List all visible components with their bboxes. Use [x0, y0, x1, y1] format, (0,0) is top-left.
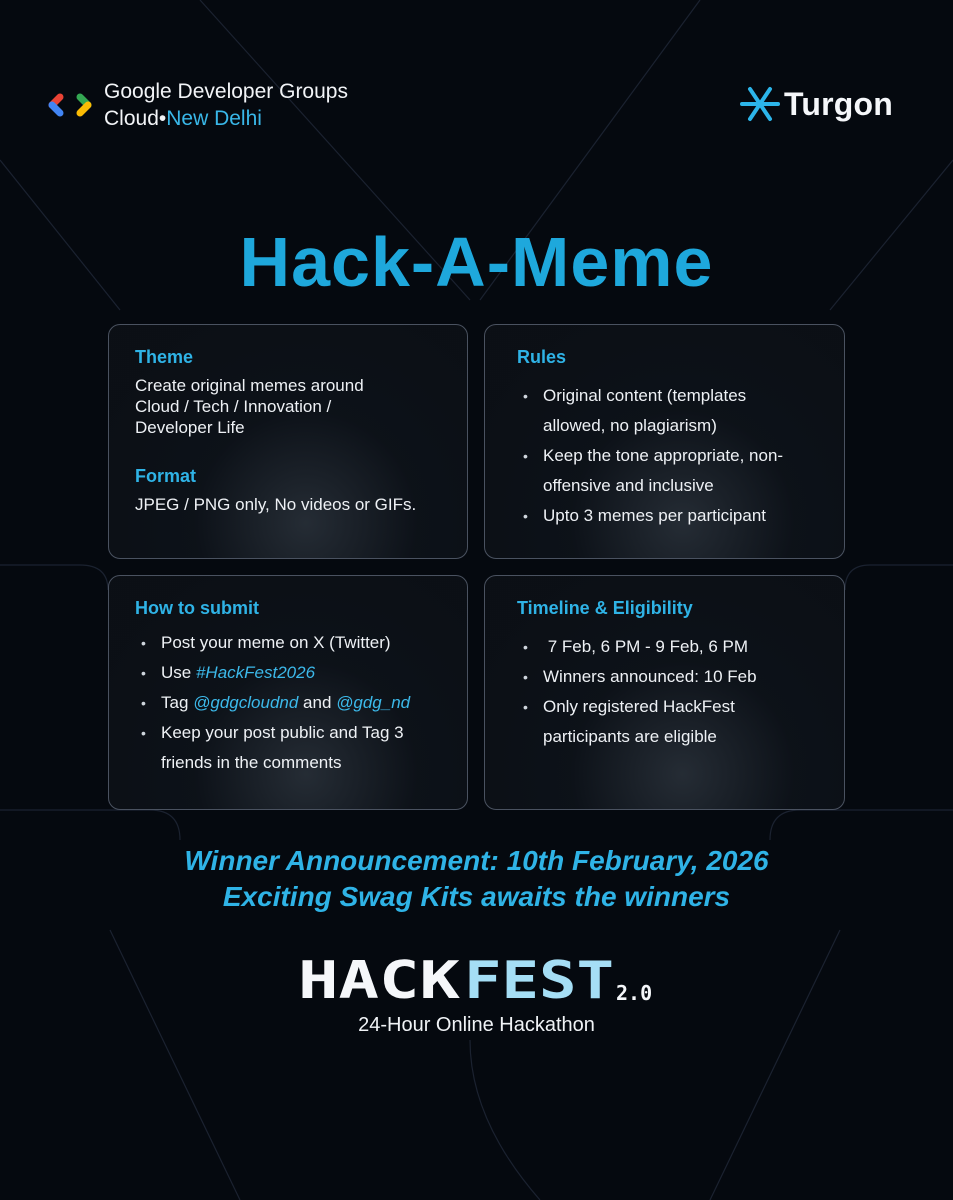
handle-gdgcloudnd: @gdgcloudnd [193, 693, 299, 712]
announcement-line-2: Exciting Swag Kits awaits the winners [222, 881, 731, 912]
timeline-item: • 7 Feb, 6 PM - 9 Feb, 6 PM [517, 632, 818, 662]
rules-item: • Keep the tone appropriate, non-offensive and inclusive [517, 441, 813, 501]
gdg-brackets-logo-icon [46, 89, 94, 121]
winner-announcement [0, 843, 953, 915]
hashtag-link: #HackFest2026 [195, 663, 316, 682]
submit-item [135, 688, 441, 718]
gdg-separator: • [158, 107, 167, 130]
theme-heading: Theme [135, 347, 194, 367]
rules-item: • Original content (templates allowed, no plagiarism) [517, 381, 808, 441]
submit-card [108, 575, 468, 810]
gdg-city: New Delhi [166, 107, 262, 130]
timeline-heading: Timeline & Eligibility [517, 598, 693, 618]
turgon-star-logo-icon [738, 84, 782, 124]
hackfest-logo [298, 954, 658, 1004]
submit-tag-label: Tag [161, 693, 194, 712]
hackfest-word-part-2: FEST [464, 954, 614, 1004]
timeline-card [484, 575, 845, 810]
submit-item: • Post your meme on X (Twitter) [135, 628, 441, 658]
submit-list [135, 628, 441, 778]
timeline-item: • Winners announced: 10 Feb [517, 662, 818, 692]
submit-heading: How to submit [135, 598, 259, 618]
hackfest-version: 2.0 [616, 981, 653, 1004]
hackfest-word-part-1: HACK [298, 954, 461, 1004]
format-text: JPEG / PNG only, No videos or GIFs. [135, 495, 417, 514]
rules-item: • Upto 3 memes per participant [517, 501, 818, 531]
submit-item [135, 658, 441, 688]
submit-use-label: Use [161, 663, 196, 682]
gdg-line-1: Google Developer Groups [104, 80, 348, 103]
turgon-name: Turgon [784, 85, 894, 122]
page-title: Hack-A-Meme [239, 223, 714, 301]
announcement-line-1: Winner Announcement: 10th February, 2026 [184, 845, 769, 876]
timeline-item: • Only registered HackFest participants are eligible [517, 692, 793, 752]
turgon-brand [738, 84, 893, 124]
gdg-line-2-prefix: Cloud [104, 107, 159, 130]
rules-heading: Rules [517, 347, 567, 367]
handle-gdg-nd: @gdg_nd [336, 693, 411, 712]
rules-list [517, 381, 818, 531]
format-heading: Format [135, 466, 197, 486]
hackfest-subtitle: 24-Hour Online Hackathon [358, 1014, 595, 1036]
rules-card [484, 324, 845, 559]
submit-item: • Keep your post public and Tag 3 friends in the comments [135, 718, 436, 778]
gdg-brand [46, 78, 348, 132]
theme-card [108, 324, 468, 559]
submit-and-label: and [298, 693, 337, 712]
theme-text: Create original memes around Cloud / Tech / Innovation / Developer Life [135, 376, 364, 437]
timeline-list [517, 632, 818, 752]
